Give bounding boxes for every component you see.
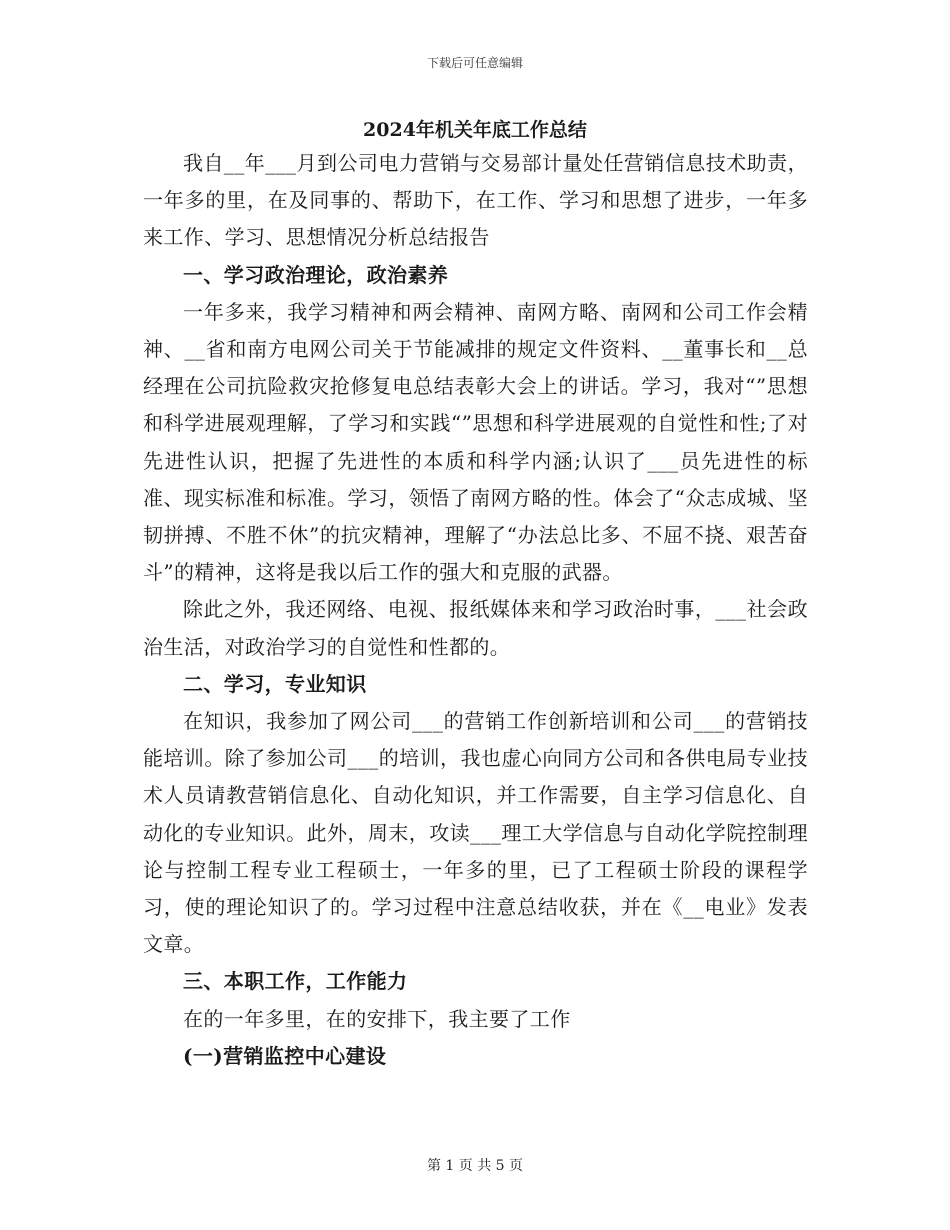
section-heading-2: 二、学习，专业知识 <box>183 671 367 696</box>
section-heading-3: 三、本职工作，工作能力 <box>183 969 408 994</box>
paragraph-politics: 一年多来，我学习精神和两会精神、南网方略、南网和公司工作会精神、__省和南方电网公司关于节能减排的规定文件资料、__董事长和__总经理在公司抗险救灾抢修复电总结表彰大会上的讲话。学习，我对“”思想和科学进展观理解，了学习和实践“”思想和科学进展观的自觉性和性;了对先进性认识，把握了先进性的本质和科学内涵;认识了___员先进性的标准、现实标准和标准。学习，领悟了南网方略的性。体会了“众志成城、坚韧拼搏、不胜不休”的抗灾精神，理解了“办法总比多、不屈不挠、艰苦奋斗”的精神，这将是我以后工作的强大和克服的武器。 <box>143 299 808 585</box>
subsection-heading-1: (一)营销监控中心建设 <box>183 1043 387 1068</box>
document-title: 2024年机关年底工作总结 <box>363 119 587 141</box>
document-body <box>143 145 808 1075</box>
paragraph-intro: 我自__年___月到公司电力营销与交易部计量处任营销信息技术助责，一年多的里，在及同事的、帮助下，在工作、学习和思想了进步，一年多来工作、学习、思想情况分析总结报告 <box>143 151 808 250</box>
header-note: 下载后可任意编辑 <box>426 56 523 70</box>
paragraph-current-affairs: 除此之外，我还网络、电视、报纸媒体来和学习政治时事，___社会政治生活，对政治学习的自觉性和性都的。 <box>143 597 808 659</box>
paragraph-training: 在知识，我参加了网公司___的营销工作创新培训和公司___的营销技能培训。除了参加公司___的培训，我也虚心向同方公司和各供电局专业技术人员请教营销信息化、自动化知识，并工作需要，自主学习信息化、自动化的专业知识。此外，周末，攻读___理工大学信息与自动化学院控制理论与控制工程专业工程硕士，一年多的里，已了工程硕士阶段的课程学习，使的理论知识了的。学习过程中注意总结收获，并在《__电业》发表文章。 <box>143 709 808 957</box>
section-heading-1: 一、学习政治理论，政治素养 <box>183 262 449 287</box>
paragraph-work-intro: 在的一年多里，在的安排下，我主要了工作 <box>183 1006 571 1031</box>
page-number-footer: 第 1 页 共 5 页 <box>426 1158 524 1174</box>
